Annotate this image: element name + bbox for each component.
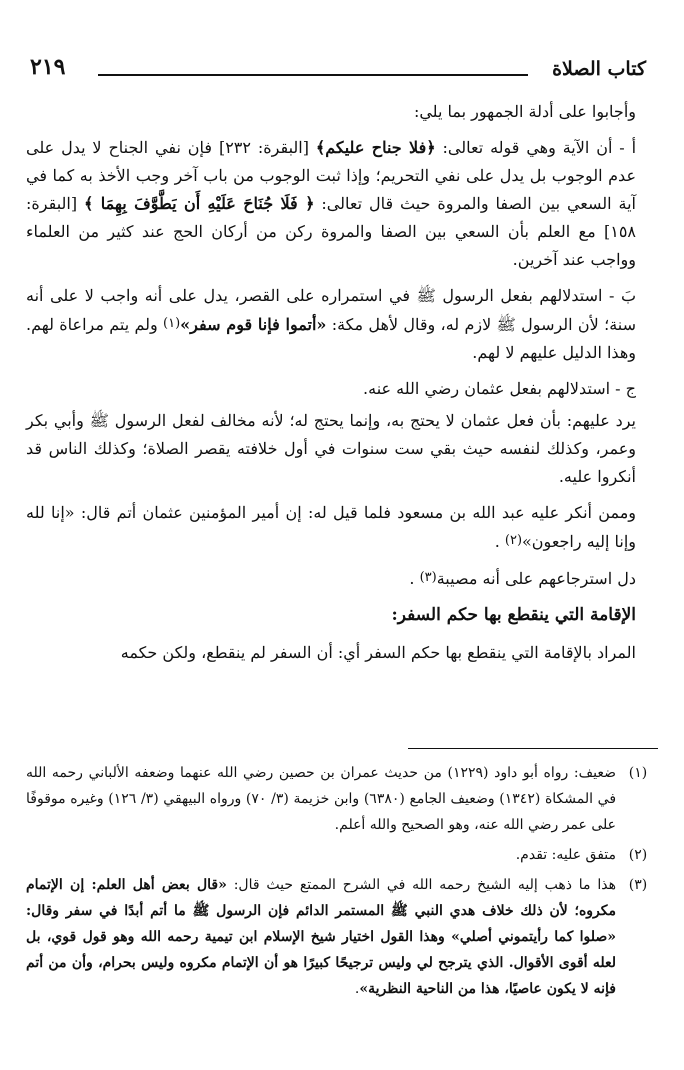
paragraph-rebuttal: يرد عليهم: بأن فعل عثمان لا يحتج به، وإنما يحتج له؛ لأنه مخالف لفعل الرسول ﷺ وأبي بكر وعمر، وكذلك لنفسه حيث بقي ست سنوات في أول خلافته يقصر الصلاة؛ وكذلك الناس قد أنكروا عليه. <box>26 411 636 486</box>
quran-verse: ﴿فلا جناح عليكم﴾ <box>315 138 436 157</box>
footnote-ref[interactable]: (٣) <box>419 570 437 585</box>
footnote-number: (١) <box>628 765 648 781</box>
text-segment: . <box>494 532 505 551</box>
page-number: ٢١٩ <box>30 54 66 80</box>
text-segment: دل استرجاعهم على أنه مصيبة <box>436 569 636 588</box>
footnote-quote: «قال بعض أهل العلم: إن الإتمام مكروه؛ لأن ذلك خلاف هدي النبي ﷺ المستمر الدائم فإن الرسول ﷺ ما أتم أبدًا في سفر وقال: «صلوا كما رأيتموني أصلي» وهذا القول اختيار شيخ الإسلام ابن تيمية رحمه الله وهو قول قوي، بل لعله أقوى الأقوال. الذي يترجح لي وليس ترجيحًا كبيرًا هو أن الإتمام مكروه وليس بحرام، وأن من أتم فإنه لا يكون عاصيًا، هذا من الناحية النظرية» <box>26 877 616 997</box>
paragraph-ibn-masud <box>26 499 658 556</box>
quran-verse: ﴿ فَلَا جُنَاحَ عَلَيْهِ أَن يَطَّوَّفَ بِهِمَا ﴾ <box>84 194 315 213</box>
text-segment: [البقرة: ١٥٨] مع العلم بأن السعي بين الصفا والمروة ركن من أركان الحج عند كثير من العلماء وواجب عند آخرين. <box>26 194 636 269</box>
footnote-text: ضعيف: رواه أبو داود (١٢٢٩) من حديث عمران بن حصين رضي الله عنهما وضعفه الألباني رحمه الله في المشكاة (١٣٤٢) وضعيف الجامع (٦٣٨٠) وابن خزيمة (٣/ ٧٠) ورواه البيهقي (٣/ ١٢٦) وغيره موقوفًا على عمر رضي الله عنه، وهو الصحيح والله أعلم. <box>26 765 617 833</box>
footnote-1 <box>26 760 658 838</box>
paragraph-section-start: المراد بالإقامة التي ينقطع بها حكم السفر أي: أن السفر لم ينقطع، ولكن حكمه <box>120 643 636 662</box>
footnote-text: . <box>354 981 360 997</box>
footnotes <box>26 760 658 1006</box>
paragraph-point-b <box>26 282 658 367</box>
section-heading: الإقامة التي ينقطع بها حكم السفر: <box>391 605 636 625</box>
text-segment: بَ - استدلالهم بفعل الرسول ﷺ في استمراره على القصر، يدل على أنه واجب لا على أنه سنة؛ لأن الرسول ﷺ لازم له، وقال لأهل مكة: <box>26 286 636 334</box>
text-segment: وممن أنكر عليه عبد الله بن مسعود فلما قيل له: إن أمير المؤمنين عثمان أتم قال: «إنا لله وإنا إليه راجعون» <box>26 503 636 551</box>
footnote-text: هذا ما ذهب إليه الشيخ رحمه الله في الشرح الممتع حيث قال: <box>226 877 616 893</box>
text-segment: [البقرة: ٢٣٢] فإن نفي الجناح لا يدل على عدم الوجوب بل يدل على نفي التحريم؛ وإذا ثبت الوجوب من باب آخر وجب الأخذ به كما في آية السعي بين الصفا والمروة حيث قال تعالى: <box>26 138 636 213</box>
footnote-number: (٣) <box>628 877 648 893</box>
text-segment: . <box>409 569 420 588</box>
paragraph-point-c: ج - استدلالهم بفعل عثمان رضي الله عنه. <box>363 379 636 398</box>
footnote-2 <box>26 842 658 868</box>
header-rule <box>98 74 528 76</box>
chapter-title: كتاب الصلاة <box>552 58 646 80</box>
footnote-ref[interactable]: (٢) <box>504 533 523 548</box>
footnote-number: (٢) <box>628 847 648 863</box>
footnote-3 <box>26 872 658 1002</box>
hadith-quote: «أتموا فإنا قوم سفر» <box>180 315 327 334</box>
paragraph-conclusion <box>26 564 658 593</box>
paragraph-point-a <box>26 134 658 274</box>
paragraph-intro: وأجابوا على أدلة الجمهور بما يلي: <box>413 102 636 121</box>
footnote-ref[interactable]: (١) <box>163 316 181 331</box>
footnote-divider <box>408 748 658 749</box>
page-header <box>28 52 656 86</box>
text-segment: أ - أن الآية وهي قوله تعالى: <box>435 138 637 157</box>
footnote-text: متفق عليه: تقدم. <box>515 847 616 863</box>
main-text <box>26 98 658 675</box>
text-segment: ولم يتم مراعاة لهم. وهذا الدليل عليهم لا لهم. <box>26 315 636 362</box>
